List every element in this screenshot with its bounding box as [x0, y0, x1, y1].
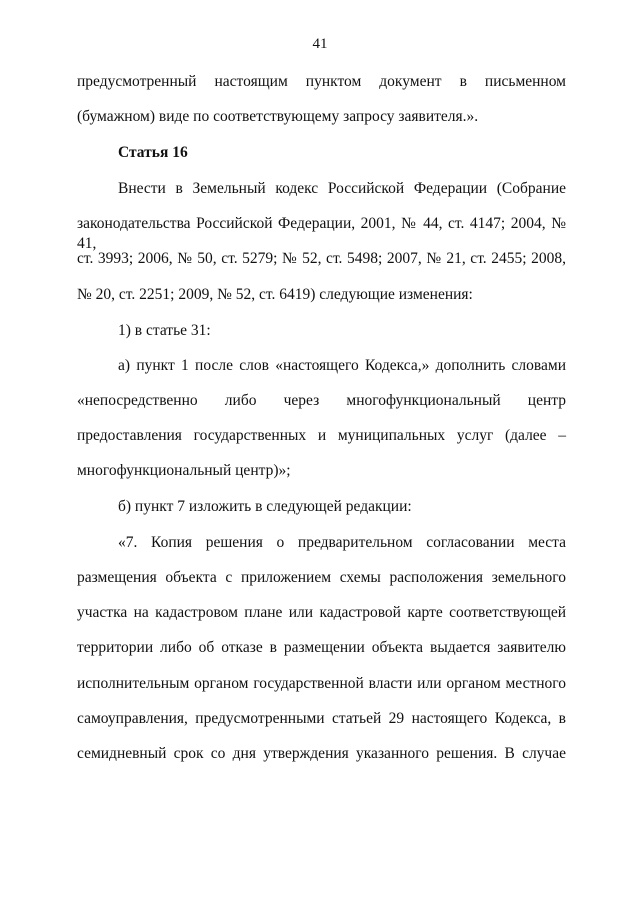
- text-line: территории либо об отказе в размещении объекта выдается заявителю: [77, 639, 566, 656]
- text-line: самоуправления, предусмотренными статьей 29 настоящего Кодекса, в: [77, 710, 566, 727]
- text-line: размещения объекта с приложением схемы расположения земельного: [77, 569, 566, 586]
- text-line: предусмотренный настоящим пунктом документ в письменном: [77, 73, 566, 90]
- text-line: а) пункт 1 после слов «настоящего Кодекса,» дополнить словами: [118, 357, 566, 374]
- text-line: 1) в статье 31:: [118, 322, 211, 339]
- text-line: семидневный срок со дня утверждения указанного решения. В случае: [77, 745, 566, 762]
- text-line: ст. 3993; 2006, № 50, ст. 5279; № 52, ст. 5498; 2007, № 21, ст. 2455; 2008,: [77, 250, 566, 267]
- text-line: исполнительным органом государственной власти или органом местного: [77, 675, 566, 692]
- text-line: № 20, ст. 2251; 2009, № 52, ст. 6419) следующие изменения:: [77, 286, 473, 303]
- text-line: Внести в Земельный кодекс Российской Федерации (Собрание: [118, 180, 566, 197]
- text-line: (бумажном) виде по соответствующему запросу заявителя.».: [77, 108, 479, 125]
- text-line: законодательства Российской Федерации, 2001, № 44, ст. 4147; 2004, № 41,: [77, 215, 566, 252]
- page-number: 41: [312, 36, 328, 52]
- text-line: «непосредственно либо через многофункциональный центр: [77, 392, 566, 409]
- text-line: б) пункт 7 изложить в следующей редакции:: [118, 498, 412, 515]
- article-heading: Статья 16: [118, 144, 188, 161]
- text-line: «7. Копия решения о предварительном согласовании места: [118, 534, 566, 551]
- text-line: участка на кадастровом плане или кадастровой карте соответствующей: [77, 604, 566, 621]
- text-line: многофункциональный центр)»;: [77, 462, 291, 479]
- text-line: предоставления государственных и муниципальных услуг (далее –: [77, 427, 566, 444]
